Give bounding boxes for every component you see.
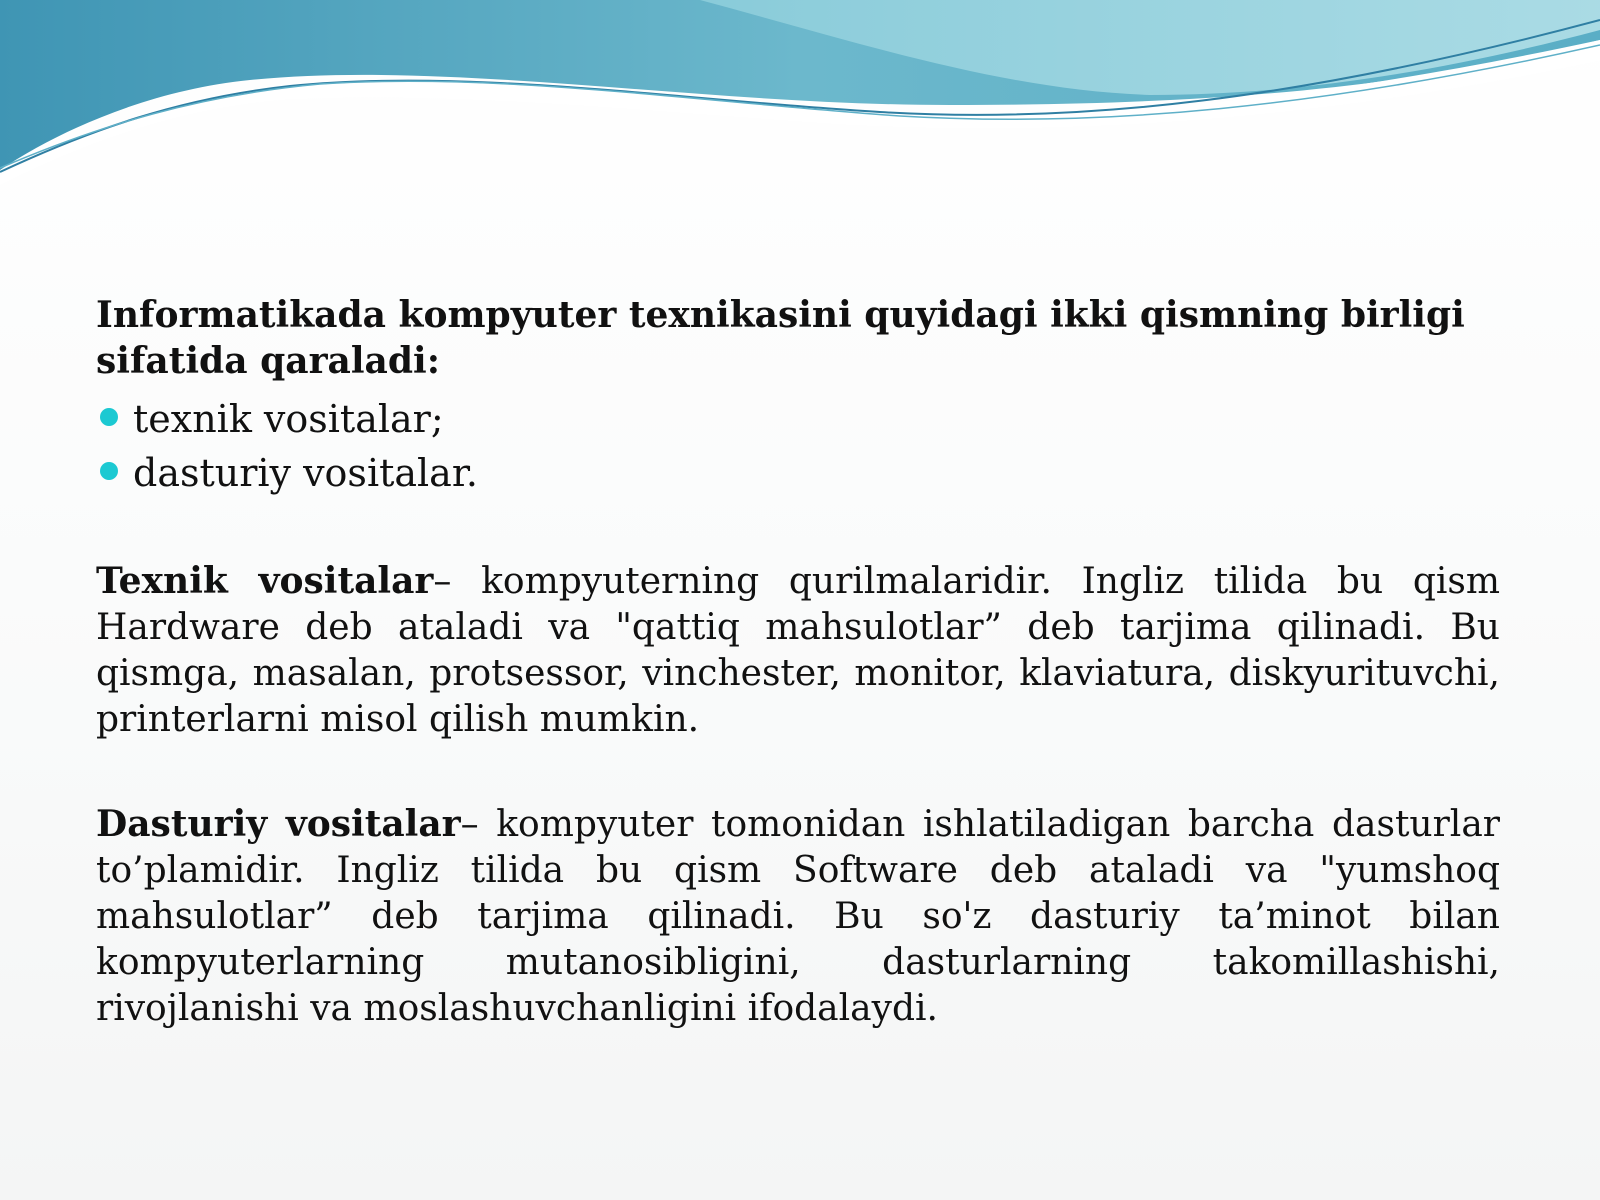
bullet-list — [96, 392, 1500, 500]
bullet-label: dasturiy vositalar. — [133, 451, 478, 495]
term-texnik-vositalar: Texnik vositalar — [96, 560, 434, 602]
bullet-item-dasturiy — [96, 446, 1500, 500]
header-wave-decoration — [0, 0, 1600, 200]
paragraph-text: – kompyuter tomonidan ishlatiladigan barcha dasturlar to’plamidir. Ingliz tilida bu qism Software deb ataladi va "yumshoq mahsulotlar” deb tarjima qilinadi. Bu so'z dasturiy ta’minot bilan kompyuterlarning mutanosibligini, dasturlarning takomillashishi, rivojlanishi va moslashuvchanligini ifodalaydi. — [96, 804, 1500, 1029]
intro-heading: Informatikada kompyuter texnikasini quyidagi ikki qismning birligi sifatida qaraladi: — [96, 294, 1465, 382]
bullet-label: texnik vositalar; — [133, 397, 444, 441]
paragraph-texnik-vositalar — [96, 558, 1500, 743]
slide-content — [96, 292, 1500, 1032]
bullet-dot-icon — [100, 408, 118, 426]
bullet-item-texnik — [96, 392, 1500, 446]
paragraph-dasturiy-vositalar — [96, 801, 1500, 1032]
term-dasturiy-vositalar: Dasturiy vositalar — [96, 803, 461, 845]
paragraph-text: – kompyuterning qurilmalaridir. Ingliz tilida bu qism Hardware deb ataladi va "qattiq mahsulotlar” deb tarjima qilinadi. Bu qismga, masalan, protsessor, vinchester, monitor, klaviatura, diskyurituvchi, printerlarni misol qilish mumkin. — [96, 561, 1500, 740]
bullet-dot-icon — [100, 462, 118, 480]
